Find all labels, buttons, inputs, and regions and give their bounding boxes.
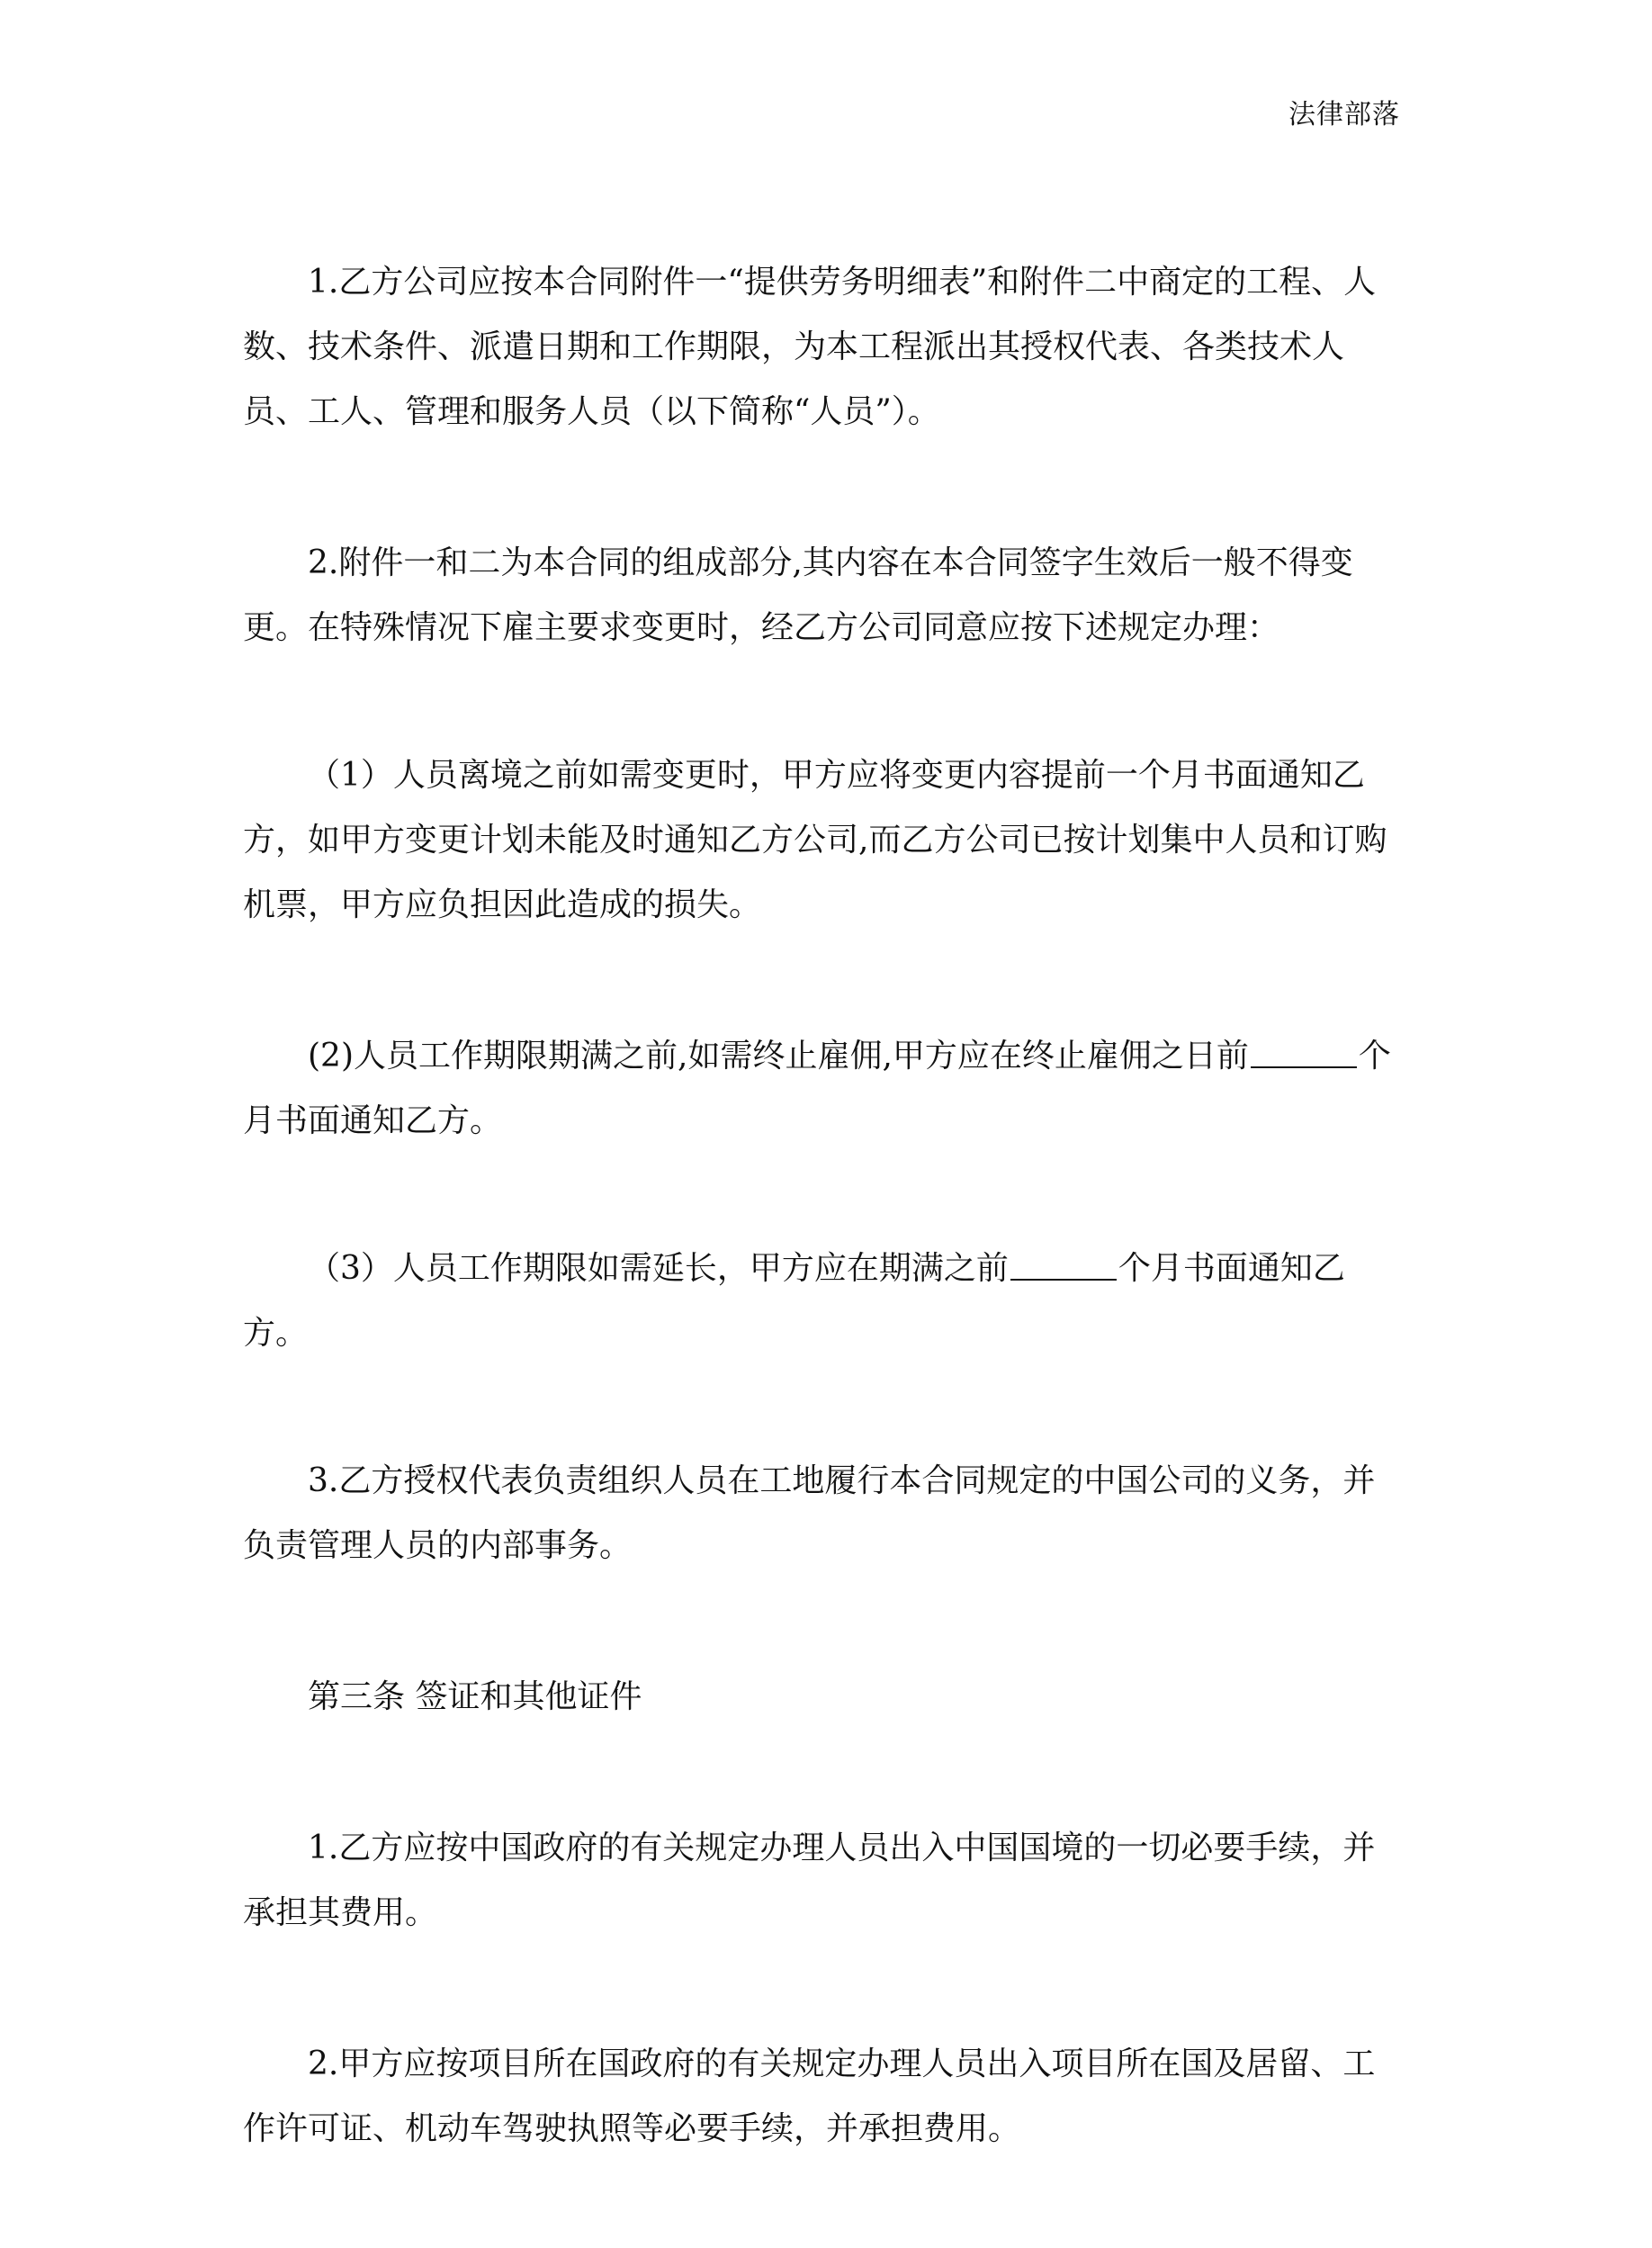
clause-3-paragraph: 3.乙方授权代表负责组织人员在工地履行本合同规定的中国公司的义务，并负责管理人员的内部事务。 xyxy=(243,1462,1376,1564)
clause-2-item-1-paragraph: （1）人员离境之前如需变更时，甲方应将变更内容提前一个月书面通知乙方，如甲方变更计划未能及时通知乙方公司,而乙方公司已按计划集中人员和订购机票，甲方应负担因此造成的损失。 xyxy=(243,757,1387,923)
clause-2-item-2-text-start: (2)人员工作期限期满之前,如需终止雇佣,甲方应在终止雇佣之日前 xyxy=(308,1038,1249,1075)
clause-2-item-3-text-end: 个月书面通知乙方。 xyxy=(243,1250,1345,1352)
clause-1-paragraph: 1.乙方公司应按本合同附件一“提供劳务明细表”和附件二中商定的工程、人数、技术条件、派遣日期和工作期限，为本工程派出其授权代表、各类技术人员、工人、管理和服务人员（以下简称“人员”）。 xyxy=(243,264,1377,430)
clause-2-item-3-paragraph xyxy=(243,1236,1404,1366)
clause-2-item-3-text-start: （3）人员工作期限如需延长，甲方应在期满之前 xyxy=(308,1250,1009,1287)
clause-2-item-2-paragraph xyxy=(243,1024,1404,1154)
article-3-title: 第三条 签证和其他证件 xyxy=(308,1678,642,1715)
page-header-brand: 法律部落 xyxy=(1288,99,1400,130)
document-body xyxy=(243,250,1404,2248)
clause-2-item-2-text-end: 个月书面通知乙方。 xyxy=(243,1038,1391,1139)
clause-2-paragraph: 2.附件一和二为本合同的组成部分,其内容在本合同签字生效后一般不得变更。在特殊情况下雇主要求变更时，经乙方公司同意应按下述规定办理： xyxy=(243,544,1353,646)
article-3-clause-2-paragraph: 2.甲方应按项目所在国政府的有关规定办理人员出入项目所在国及居留、工作许可证、机动车驾驶执照等必要手续，并承担费用。 xyxy=(243,2046,1376,2147)
notice-months-blank xyxy=(1251,1036,1357,1068)
extension-months-blank xyxy=(1010,1248,1117,1281)
article-3-clause-1-paragraph: 1.乙方应按中国政府的有关规定办理人员出入中国国境的一切必要手续，并承担其费用。 xyxy=(243,1830,1376,1931)
